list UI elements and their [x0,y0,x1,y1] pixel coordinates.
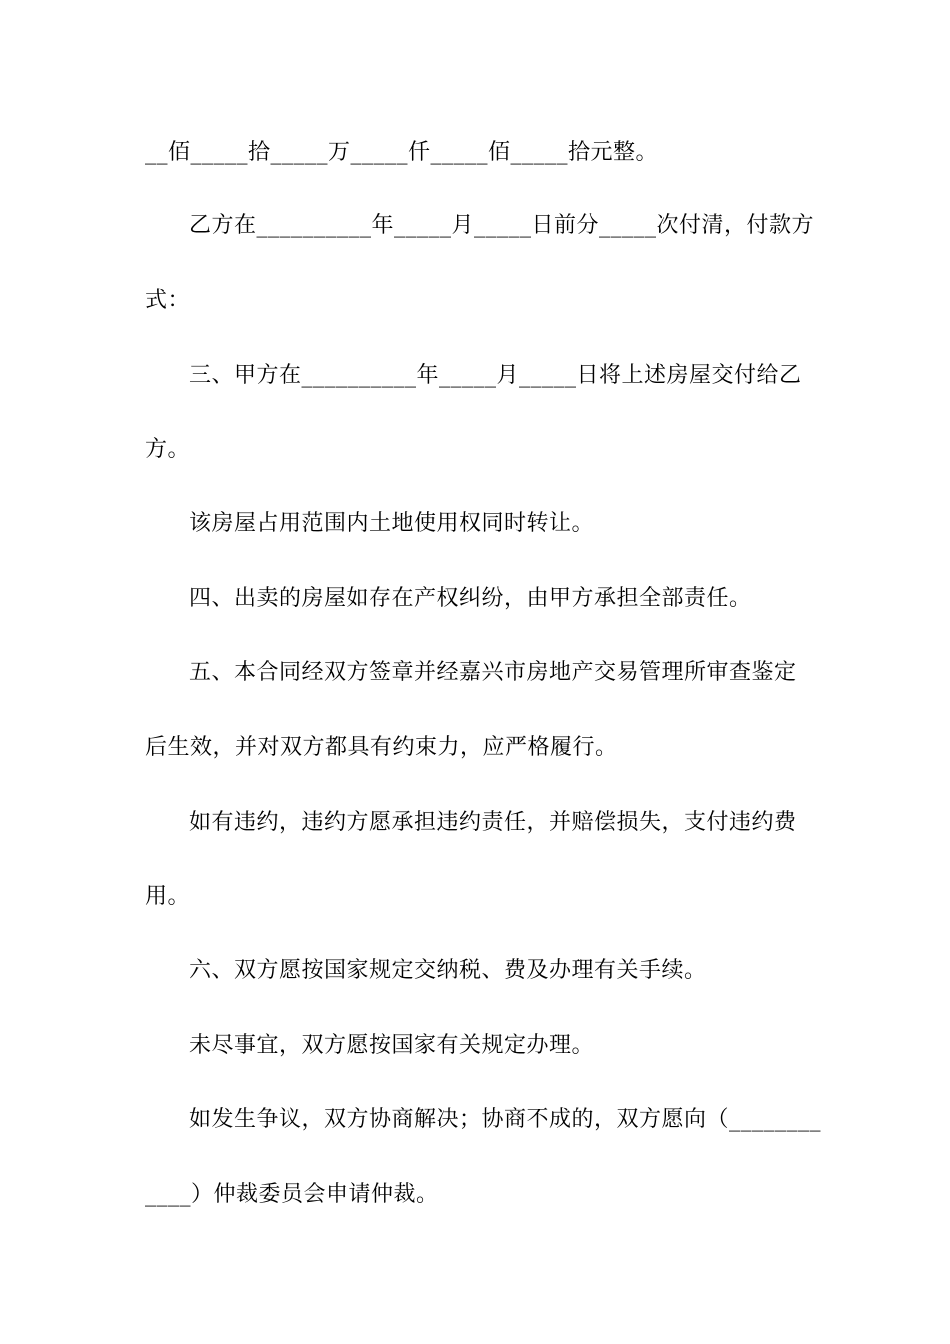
dispute-paragraph-line: 如发生争议，双方协商解决；协商不成的，双方愿向（________ [189,1107,822,1132]
clause-three-continuation: 方。 [145,437,191,462]
clause-six-paragraph: 六、双方愿按国家规定交纳税、费及办理有关手续。 [189,958,707,983]
land-use-right-paragraph: 该房屋占用范围内土地使用权同时转让。 [189,511,595,536]
dispute-paragraph-continuation: ____）仲裁委员会申请仲裁。 [145,1182,439,1207]
clause-five-continuation: 后生效，并对双方都具有约束力，应严格履行。 [145,735,618,760]
breach-paragraph-continuation: 用。 [145,884,191,909]
clause-four-paragraph: 四、出卖的房屋如存在产权纠纷，由甲方承担全部责任。 [189,586,752,611]
amount-in-words-line: __佰_____拾_____万_____仟_____佰_____拾元整。 [145,140,659,165]
breach-paragraph-line: 如有违约，违约方愿承担违约责任，并赔偿损失，支付违约费 [189,810,797,835]
payment-terms-line: 乙方在__________年_____月_____日前分_____次付清，付款方 [189,213,815,238]
payment-terms-continuation: 式： [145,288,191,313]
clause-five-line: 五、本合同经双方签章并经嘉兴市房地产交易管理所审查鉴定 [189,660,797,685]
unresolved-matters-paragraph: 未尽事宜，双方愿按国家有关规定办理。 [189,1033,595,1058]
clause-three-line: 三、甲方在__________年_____月_____日将上述房屋交付给乙 [189,363,802,388]
